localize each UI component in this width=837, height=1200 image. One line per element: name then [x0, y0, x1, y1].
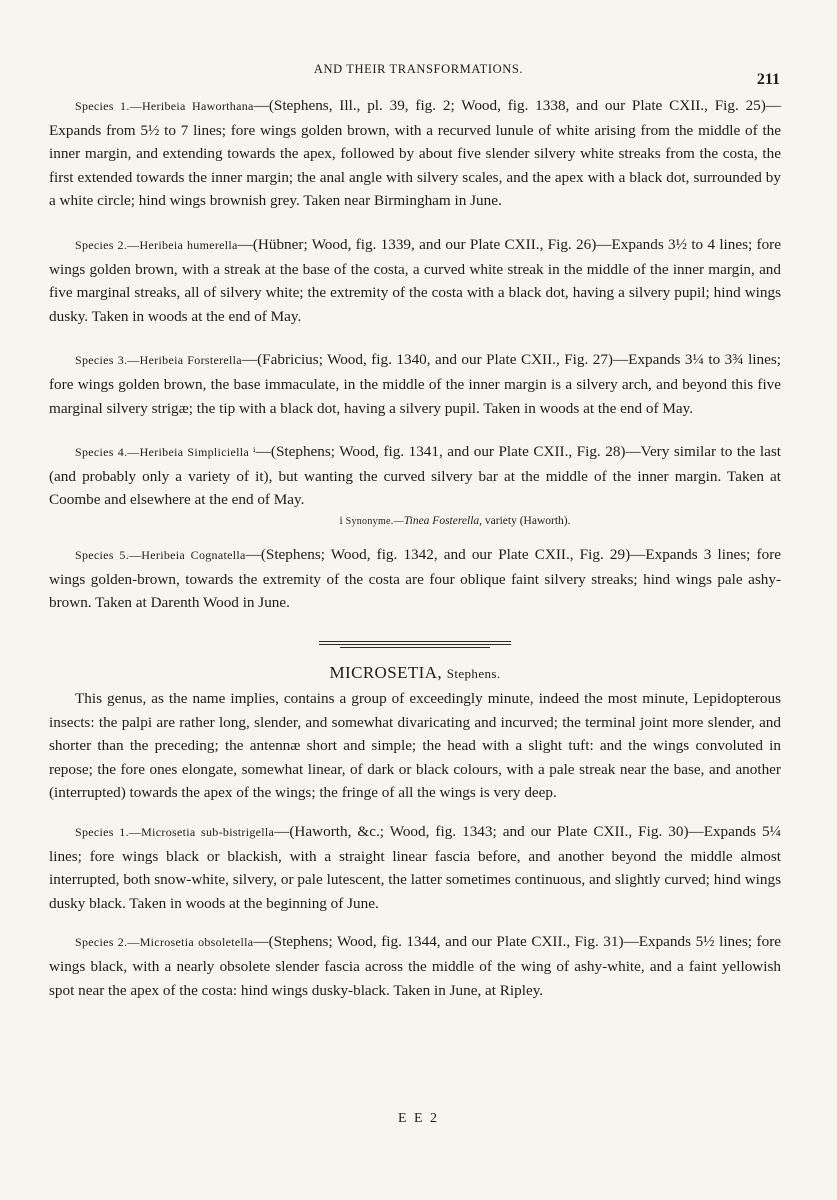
species-label: Species 1.—Microsetia sub-bistrigella: [75, 824, 275, 839]
footnote: [49, 513, 781, 530]
species-label: Species 2.—Heribeia humerella: [75, 237, 238, 252]
species-entry: [49, 930, 781, 1002]
species-text: —(Haworth, &c.; Wood, fig. 1343; and our Plate CXII., Fig. 30)—Expands 5¼ lines; fore wings black or blackish, with a straight linear fascia before, and another beyond the middle almost interrupted, both snow-white, silvery, or pale lutescent, the latter sometimes continuous, and slightly curved; hind wings dusky black. Taken in woods at the beginning of June.: [49, 822, 782, 912]
footnote-italic: Tinea Fosterella,: [403, 514, 483, 527]
signature-mark: E E 2: [397, 1111, 440, 1126]
genus-heading: [49, 663, 781, 683]
species-label: Species 5.—Heribeia Cognatella: [75, 547, 246, 562]
page-body: [49, 94, 781, 1002]
genus-description: This genus, as the name implies, contains a group of exceedingly minute, indeed the most minute, Lepidopterous insects: the palpi are rather long, slender, and somewhat divaricating and incurved; the terminal joint more slender, and shorter than the preceding; the antennæ short and simple; the head with a slight tuft: and the wings convoluted in repose; the fore ones elongate, somewhat linear, of dark or black colours, with a pale streak near the base, and another (interrupted) towards the apex of the wings; the fringe of all the wings is very deep.: [49, 689, 781, 802]
species-label: Species 2.—Microsetia obsoletella: [75, 935, 254, 950]
section-divider: [319, 641, 511, 648]
species-label: Species 3.—Heribeia Forsterella: [75, 353, 242, 368]
species-entry: [49, 348, 781, 420]
species-text: —(Stephens; Wood, fig. 1344, and our Plate CXII., Fig. 31)—Expands 5½ lines; fore wings black, with a nearly obsolete slender fascia across the middle of the wing of ashy-white, and a faint yellowish spot near the apex of the costa: hind wings dusky-black. Taken in June, at Ripley.: [49, 933, 782, 999]
page-number: 211: [756, 71, 780, 88]
species-text: —(Fabricius; Wood, fig. 1340, and our Plate CXII., Fig. 27)—Expands 3¼ to 3¾ lines; fore wings golden brown, the base immaculate, in the middle of the inner margin is a silvery arch, and beyond this five marginal silvery strigæ; the tip with a black dot, having a silvery pupil. Taken in woods at the end of May.: [49, 351, 781, 417]
species-entry: [49, 820, 781, 915]
genus-author: Stephens.: [446, 665, 501, 681]
species-text: —(Stephens; Wood, fig. 1341, and our Plate CXII., Fig. 28)—Very similar to the last (and probably only a variety of it), but wanting the curved silvery bar at the middle of the inner margin. Taken at Coombe and elsewhere at the end of May.: [49, 443, 781, 509]
footnote-rest: variety (Haworth).: [484, 514, 571, 527]
species-entry: [49, 543, 781, 615]
footnote-marker: i: [339, 514, 343, 527]
species-entry: [49, 94, 781, 213]
genus-name: MICROSETIA,: [329, 662, 443, 682]
species-text: —(Stephens, Ill., pl. 39, fig. 2; Wood, fig. 1338, and our Plate CXII., Fig. 25)—Expands from 5½ to 7 lines; fore wings golden brown, with a recurved lunule of white arising from the middle of the inner margin, and extending towards the apex, followed by about five slender silvery white streaks from the costa, the first extended towards the inner margin; the anal angle with silvery scales, and the apex with a black dot, surrounded by a white circle; hind wings brownish grey. Taken near Birmingham in June.: [49, 97, 781, 210]
species-label: Species 4.—Heribeia Simpliciella ⁱ: [75, 445, 256, 460]
species-entry: [49, 440, 781, 512]
species-label: Species 1.—Heribeia Haworthana: [75, 99, 254, 113]
footnote-label: Synonyme.—: [345, 515, 404, 527]
running-head: AND THEIR TRANSFORMATIONS.: [313, 62, 524, 76]
species-entry: [49, 233, 781, 328]
species-text: —(Stephens; Wood, fig. 1342, and our Plate CXII., Fig. 29)—Expands 3 lines; fore wings golden-brown, towards the extremity of the costa are four oblique faint silvery streaks; hind wings pale ashy-brown. Taken at Darenth Wood in June.: [49, 545, 781, 612]
species-text: —(Hübner; Wood, fig. 1339, and our Plate CXII., Fig. 26)—Expands 3½ to 4 lines; fore wings golden brown, with a streak at the base of the costa, a curved white streak in the middle of the inner margin, and five marginal streaks, all of silvery white; the extremity of the costa with a black dot, having a silvery pupil; hind wings dusky. Taken in woods at the end of May.: [49, 235, 781, 325]
